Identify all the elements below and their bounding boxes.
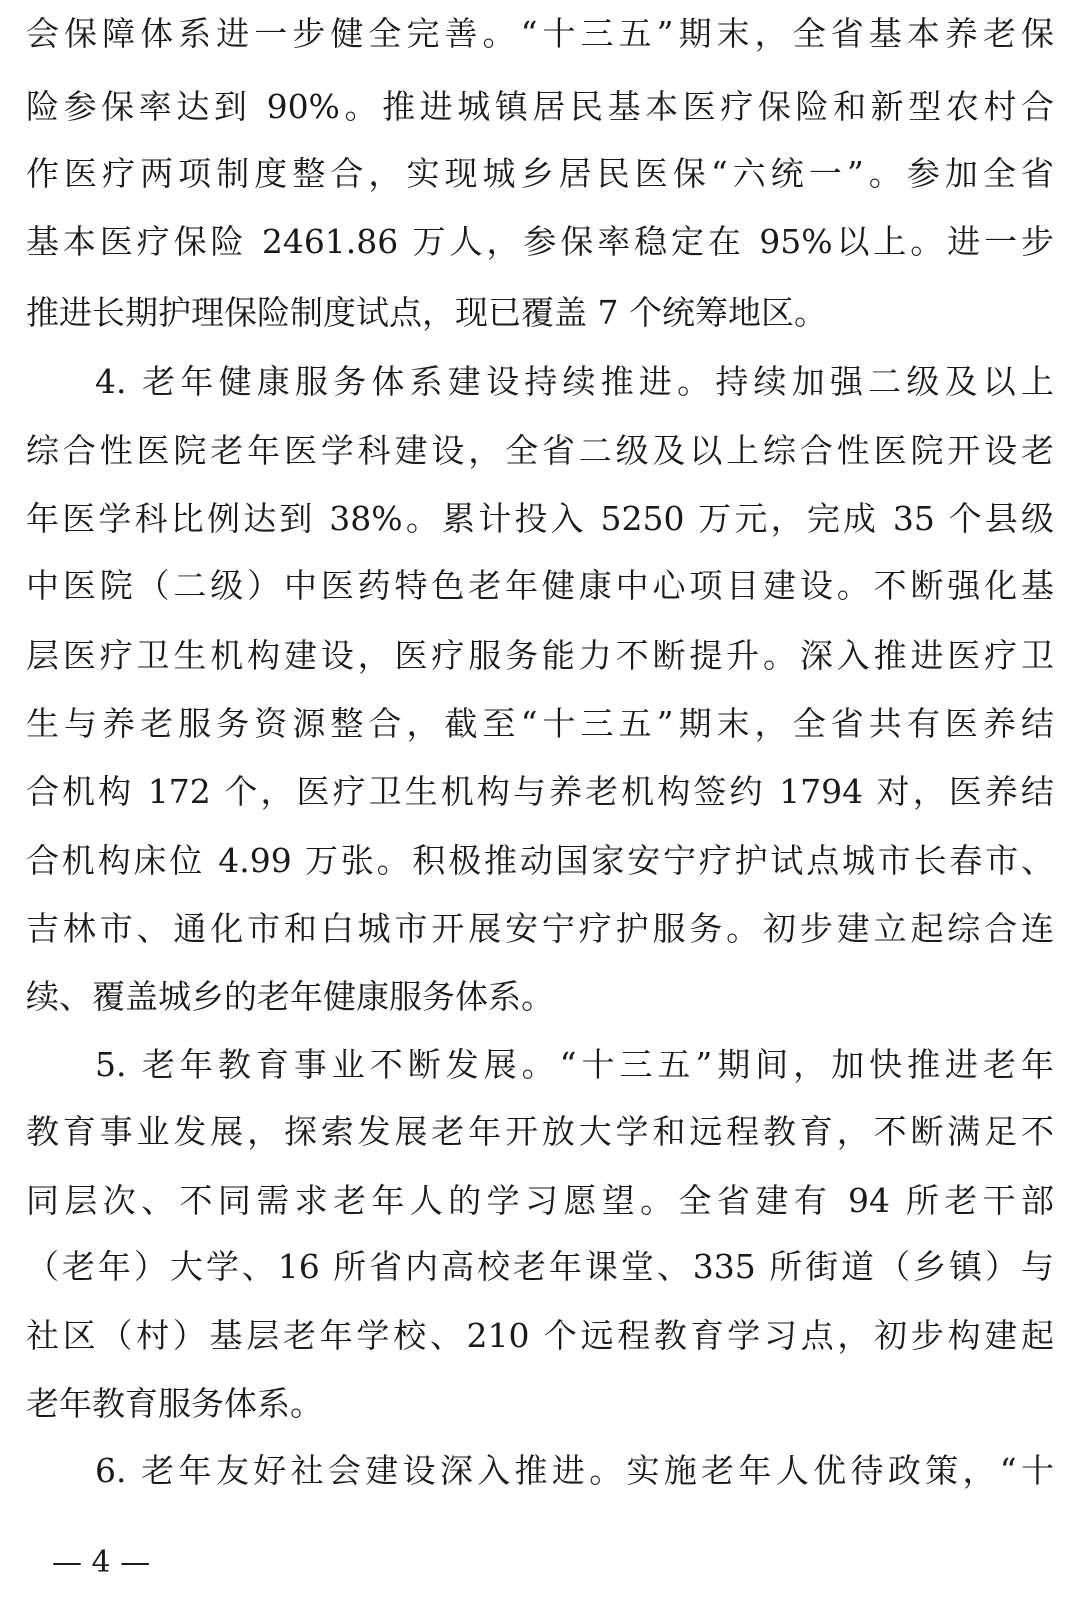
text-line: 续、覆盖城乡的老年健康服务体系。 <box>26 977 554 1016</box>
section-heading-line: 6. 老年友好社会建设深入推进。实施老年人优待政策，“十 <box>95 1451 1054 1490</box>
section-heading-line: 5. 老年教育事业不断发展。“十三五”期间，加快推进老年 <box>95 1045 1054 1084</box>
text-line: 险参保率达到 90%。推进城镇居民基本医疗保险和新型农村合 <box>26 87 1054 126</box>
text-line: 年医学科比例达到 38%。累计投入 5250 万元，完成 35 个县级 <box>26 499 1054 538</box>
text-line: 中医院（二级）中医药特色老年健康中心项目建设。不断强化基 <box>26 566 1054 605</box>
text-line: 层医疗卫生机构建设，医疗服务能力不断提升。深入推进医疗卫 <box>26 636 1054 675</box>
text-line: 合机构 172 个，医疗卫生机构与养老机构签约 1794 对，医养结 <box>26 772 1054 811</box>
text-line: 生与养老服务资源整合，截至“十三五”期末，全省共有医养结 <box>26 704 1054 743</box>
text-line: 老年教育服务体系。 <box>26 1384 323 1423</box>
text-line: 综合性医院老年医学科建设，全省二级及以上综合性医院开设老 <box>26 431 1054 470</box>
text-line: 同层次、不同需求老年人的学习愿望。全省建有 94 所老干部 <box>26 1181 1054 1220</box>
text-line: 教育事业发展，探索发展老年开放大学和远程教育，不断满足不 <box>26 1112 1054 1151</box>
text-line: 会保障体系进一步健全完善。“十三五”期末，全省基本养老保 <box>26 14 1054 53</box>
text-line: 推进长期护理保险制度试点，现已覆盖 7 个统筹地区。 <box>26 293 827 332</box>
text-line: 吉林市、通化市和白城市开展安宁疗护服务。初步建立起综合连 <box>26 909 1054 948</box>
text-line: 合机构床位 4.99 万张。积极推动国家安宁疗护试点城市长春市、 <box>26 841 1054 880</box>
text-line: 作医疗两项制度整合，实现城乡居民医保“六统一”。参加全省 <box>26 154 1054 193</box>
page-number: — 4 — <box>52 1545 151 1580</box>
text-line: （老年）大学、16 所省内高校老年课堂、335 所街道（乡镇）与 <box>26 1247 1054 1286</box>
section-heading-line: 4. 老年健康服务体系建设持续推进。持续加强二级及以上 <box>95 362 1054 401</box>
text-line: 社区（村）基层老年学校、210 个远程教育学习点，初步构建起 <box>26 1316 1054 1355</box>
text-line: 基本医疗保险 2461.86 万人，参保率稳定在 95%以上。进一步 <box>26 222 1054 261</box>
